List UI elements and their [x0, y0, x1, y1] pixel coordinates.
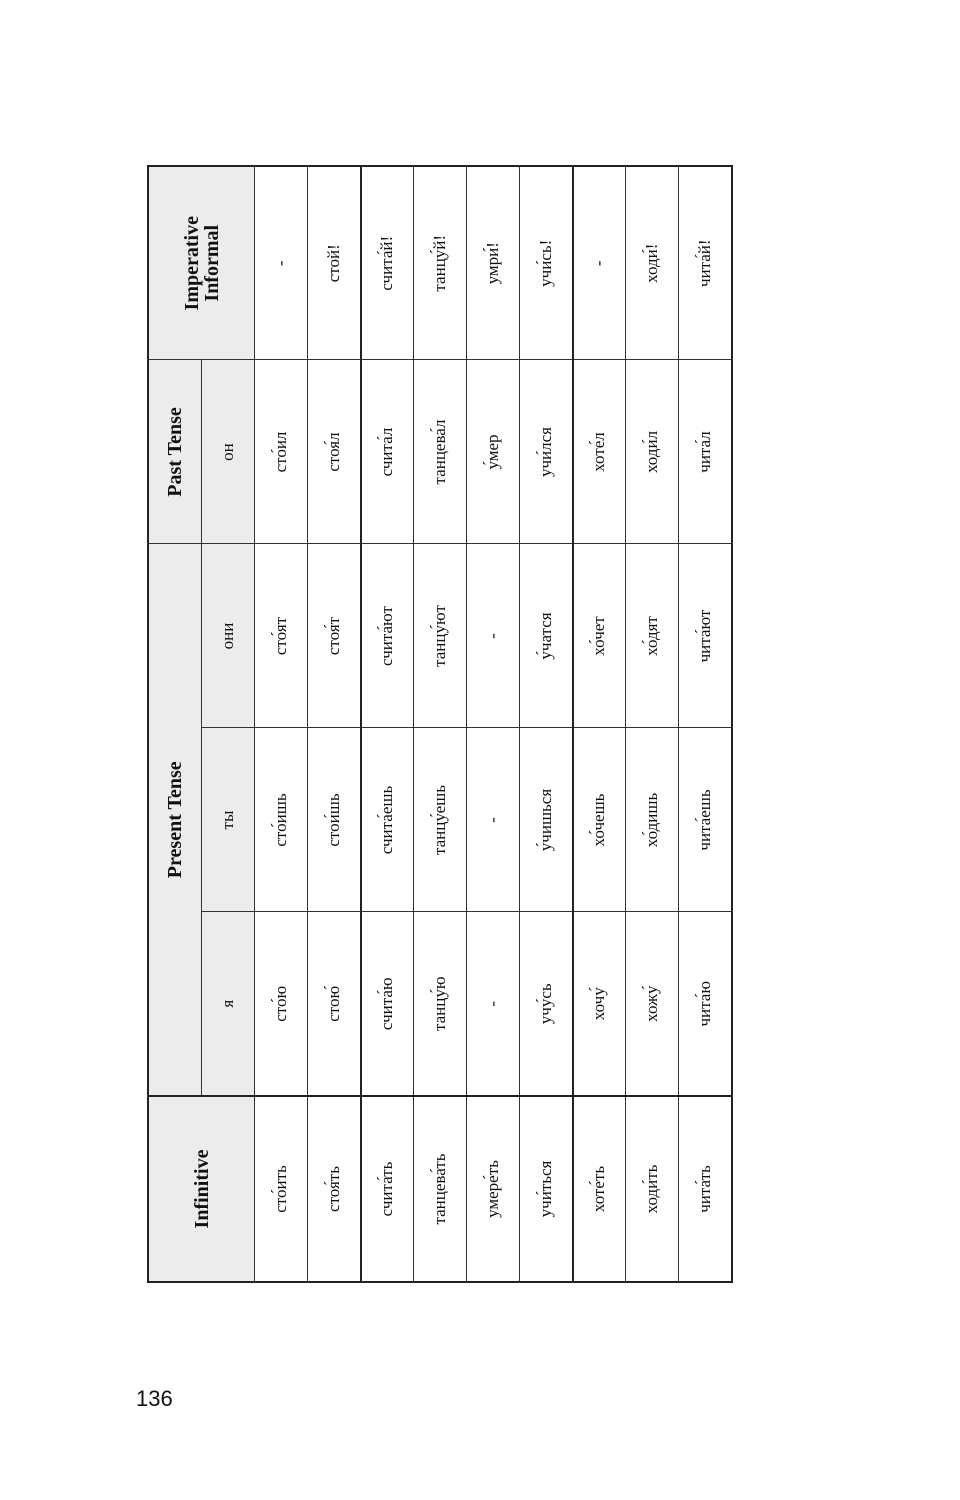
cell-on: счита́л	[361, 360, 414, 544]
cell-oni: у́чатся	[519, 544, 572, 728]
cell-ya: хожу́	[626, 912, 679, 1096]
cell-infinitive: сто́ить	[255, 1096, 308, 1282]
cell-infinitive: хоте́ть	[573, 1096, 626, 1282]
cell-oni: танцу́ют	[414, 544, 467, 728]
conjugation-table	[147, 165, 733, 1283]
table-row	[307, 166, 360, 1282]
table-row	[255, 166, 308, 1282]
cell-ty: хо́дишь	[626, 728, 679, 912]
cell-imperative: ходи́!	[626, 166, 679, 360]
cell-on: стоя́л	[307, 360, 360, 544]
cell-ya: сто́ю	[255, 912, 308, 1096]
table-row	[626, 166, 679, 1282]
page-number: 136	[136, 1386, 173, 1411]
cell-oni: хо́чет	[573, 544, 626, 728]
table-row	[414, 166, 467, 1282]
table-row	[679, 166, 732, 1282]
cell-on: ходи́л	[626, 360, 679, 544]
cell-infinitive: танцева́ть	[414, 1096, 467, 1282]
cell-ya: чита́ю	[679, 912, 732, 1096]
cell-on: чита́л	[679, 360, 732, 544]
cell-on: учи́лся	[519, 360, 572, 544]
cell-ya: учу́сь	[519, 912, 572, 1096]
subheader-ya: я	[202, 912, 255, 1096]
cell-imperative: чита́й!	[679, 166, 732, 360]
cell-ty: хо́чешь	[573, 728, 626, 912]
cell-on: сто́ил	[255, 360, 308, 544]
subheader-ty: ты	[202, 728, 255, 912]
cell-on: у́мер	[467, 360, 520, 544]
cell-infinitive: ходи́ть	[626, 1096, 679, 1282]
cell-imperative: счита́й!	[361, 166, 414, 360]
cell-infinitive: чита́ть	[679, 1096, 732, 1282]
cell-oni: -	[467, 544, 520, 728]
header-present-tense: Present Tense	[148, 544, 202, 1096]
cell-ya: -	[467, 912, 520, 1096]
header-imperative-line2: Informal	[200, 224, 223, 302]
table-row	[467, 166, 520, 1282]
cell-infinitive: счита́ть	[361, 1096, 414, 1282]
cell-oni: стоя́т	[307, 544, 360, 728]
header-row	[148, 166, 202, 1282]
cell-ty: у́чишься	[519, 728, 572, 912]
cell-ty: танцу́ешь	[414, 728, 467, 912]
cell-ty: стои́шь	[307, 728, 360, 912]
cell-ya: хочу́	[573, 912, 626, 1096]
cell-oni: хо́дят	[626, 544, 679, 728]
subheader-on: он	[202, 360, 255, 544]
cell-imperative: умри́!	[467, 166, 520, 360]
cell-on: хоте́л	[573, 360, 626, 544]
cell-ty: -	[467, 728, 520, 912]
header-infinitive: Infinitive	[148, 1096, 255, 1282]
table-row	[573, 166, 626, 1282]
cell-ya: стою́	[307, 912, 360, 1096]
cell-infinitive: умере́ть	[467, 1096, 520, 1282]
cell-oni: чита́ют	[679, 544, 732, 728]
cell-ya: счита́ю	[361, 912, 414, 1096]
subheader-oni: они	[202, 544, 255, 728]
cell-imperative: -	[573, 166, 626, 360]
cell-imperative: -	[255, 166, 308, 360]
cell-oni: счита́ют	[361, 544, 414, 728]
header-past-tense: Past Tense	[148, 360, 202, 544]
cell-ty: чита́ешь	[679, 728, 732, 912]
cell-oni: сто́ят	[255, 544, 308, 728]
cell-imperative: стой!	[307, 166, 360, 360]
cell-ty: сто́ишь	[255, 728, 308, 912]
cell-infinitive: учи́ться	[519, 1096, 572, 1282]
cell-imperative: учи́сь!	[519, 166, 572, 360]
conjugation-table-wrapper	[147, 167, 733, 1283]
header-imperative-line1: Imperative	[180, 216, 203, 311]
cell-ty: счита́ешь	[361, 728, 414, 912]
cell-infinitive: стоя́ть	[307, 1096, 360, 1282]
cell-ya: танцу́ю	[414, 912, 467, 1096]
table-row	[361, 166, 414, 1282]
cell-imperative: танцу́й!	[414, 166, 467, 360]
header-imperative	[148, 166, 255, 360]
table-row	[519, 166, 572, 1282]
cell-on: танцева́л	[414, 360, 467, 544]
